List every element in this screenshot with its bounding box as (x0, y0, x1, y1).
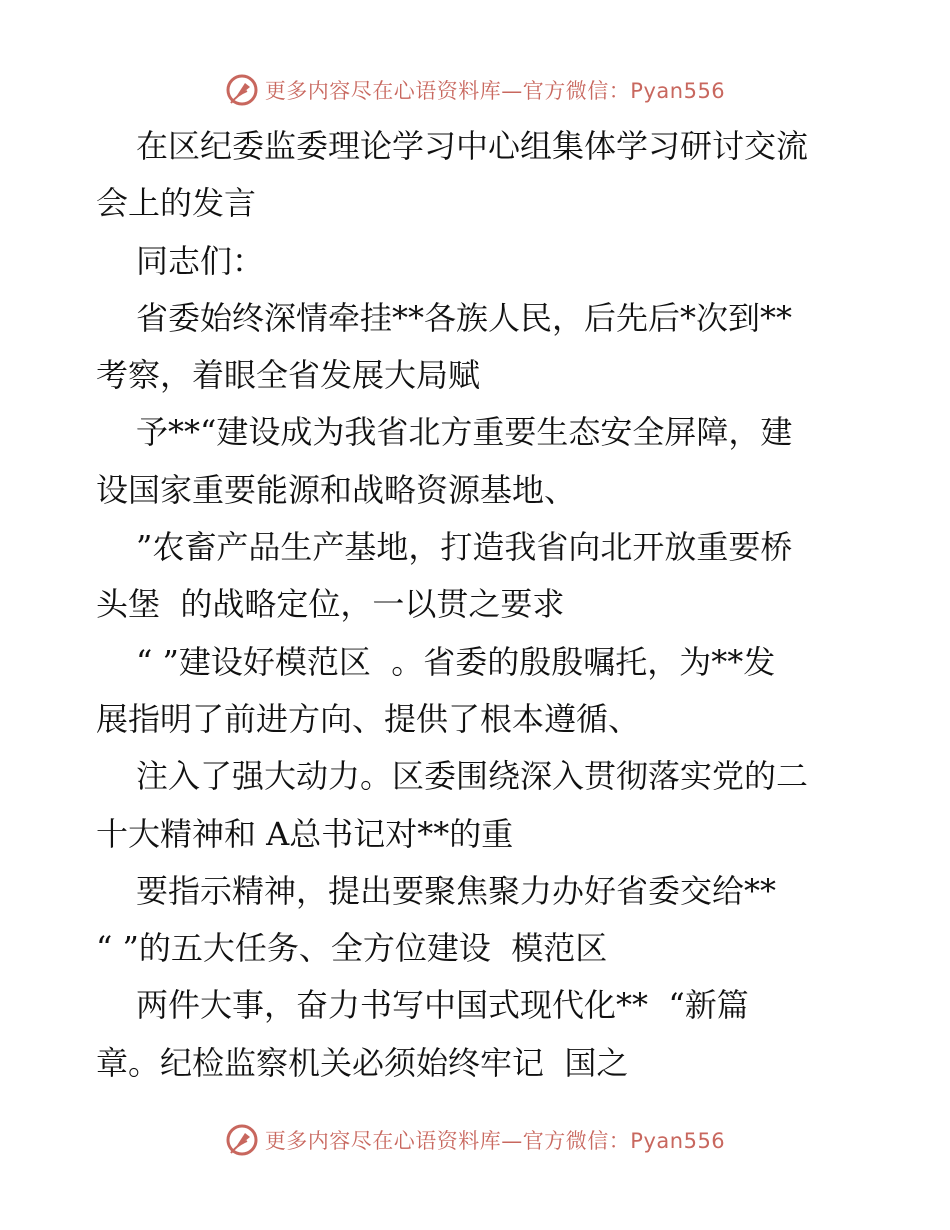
document-line: 会上的发言 (96, 184, 257, 223)
pen-nib-logo-icon (225, 73, 259, 107)
document-body (96, 118, 856, 1092)
document-line: 考察，着眼全省发展大局赋 (96, 356, 481, 395)
document-line: 省委始终深情牵挂**各族人民，后先后*次到** (136, 298, 793, 337)
document-line: 两件大事，奋力书写中国式现代化** “新篇 (136, 986, 749, 1025)
document-line: “ ”的五大任务、全方位建设 模范区 (96, 929, 608, 968)
document-line: ”农畜产品生产基地，打造我省向北开放重要桥 (136, 528, 793, 567)
document-line: 十大精神和 A总书记对**的重 (96, 814, 514, 853)
document-line: 展指明了前进方向、提供了根本遵循、 (96, 699, 641, 738)
document-line: “ ”建设好模范区 。省委的殷殷嘱托，为**发 (136, 642, 776, 681)
document-line: 头堡 的战略定位，一以贯之要求 (96, 585, 565, 624)
document-line: 注入了强大动力。区委围绕深入贯彻落实党的二 (136, 757, 809, 796)
document-line: 予**“建设成为我省北方重要生态安全屏障，建 (136, 413, 793, 452)
document-line: 章。纪检监察机关必须始终牢记 国之 (96, 1043, 629, 1082)
document-line: 要指示精神，提出要聚焦聚力办好省委交给** (136, 871, 777, 910)
document-line: 设国家重要能源和战略资源基地、 (96, 470, 577, 509)
header-watermark-text: 更多内容尽在心语资料库—官方微信：Pyan556 (264, 79, 726, 103)
document-line: 同志们： (136, 241, 265, 280)
pen-nib-logo-icon (225, 1123, 259, 1157)
footer-watermark-text: 更多内容尽在心语资料库—官方微信：Pyan556 (264, 1129, 726, 1153)
document-line: 在区纪委监委理论学习中心组集体学习研讨交流 (136, 127, 809, 165)
header-watermark-banner (0, 70, 950, 110)
footer-watermark-banner (0, 1120, 950, 1160)
